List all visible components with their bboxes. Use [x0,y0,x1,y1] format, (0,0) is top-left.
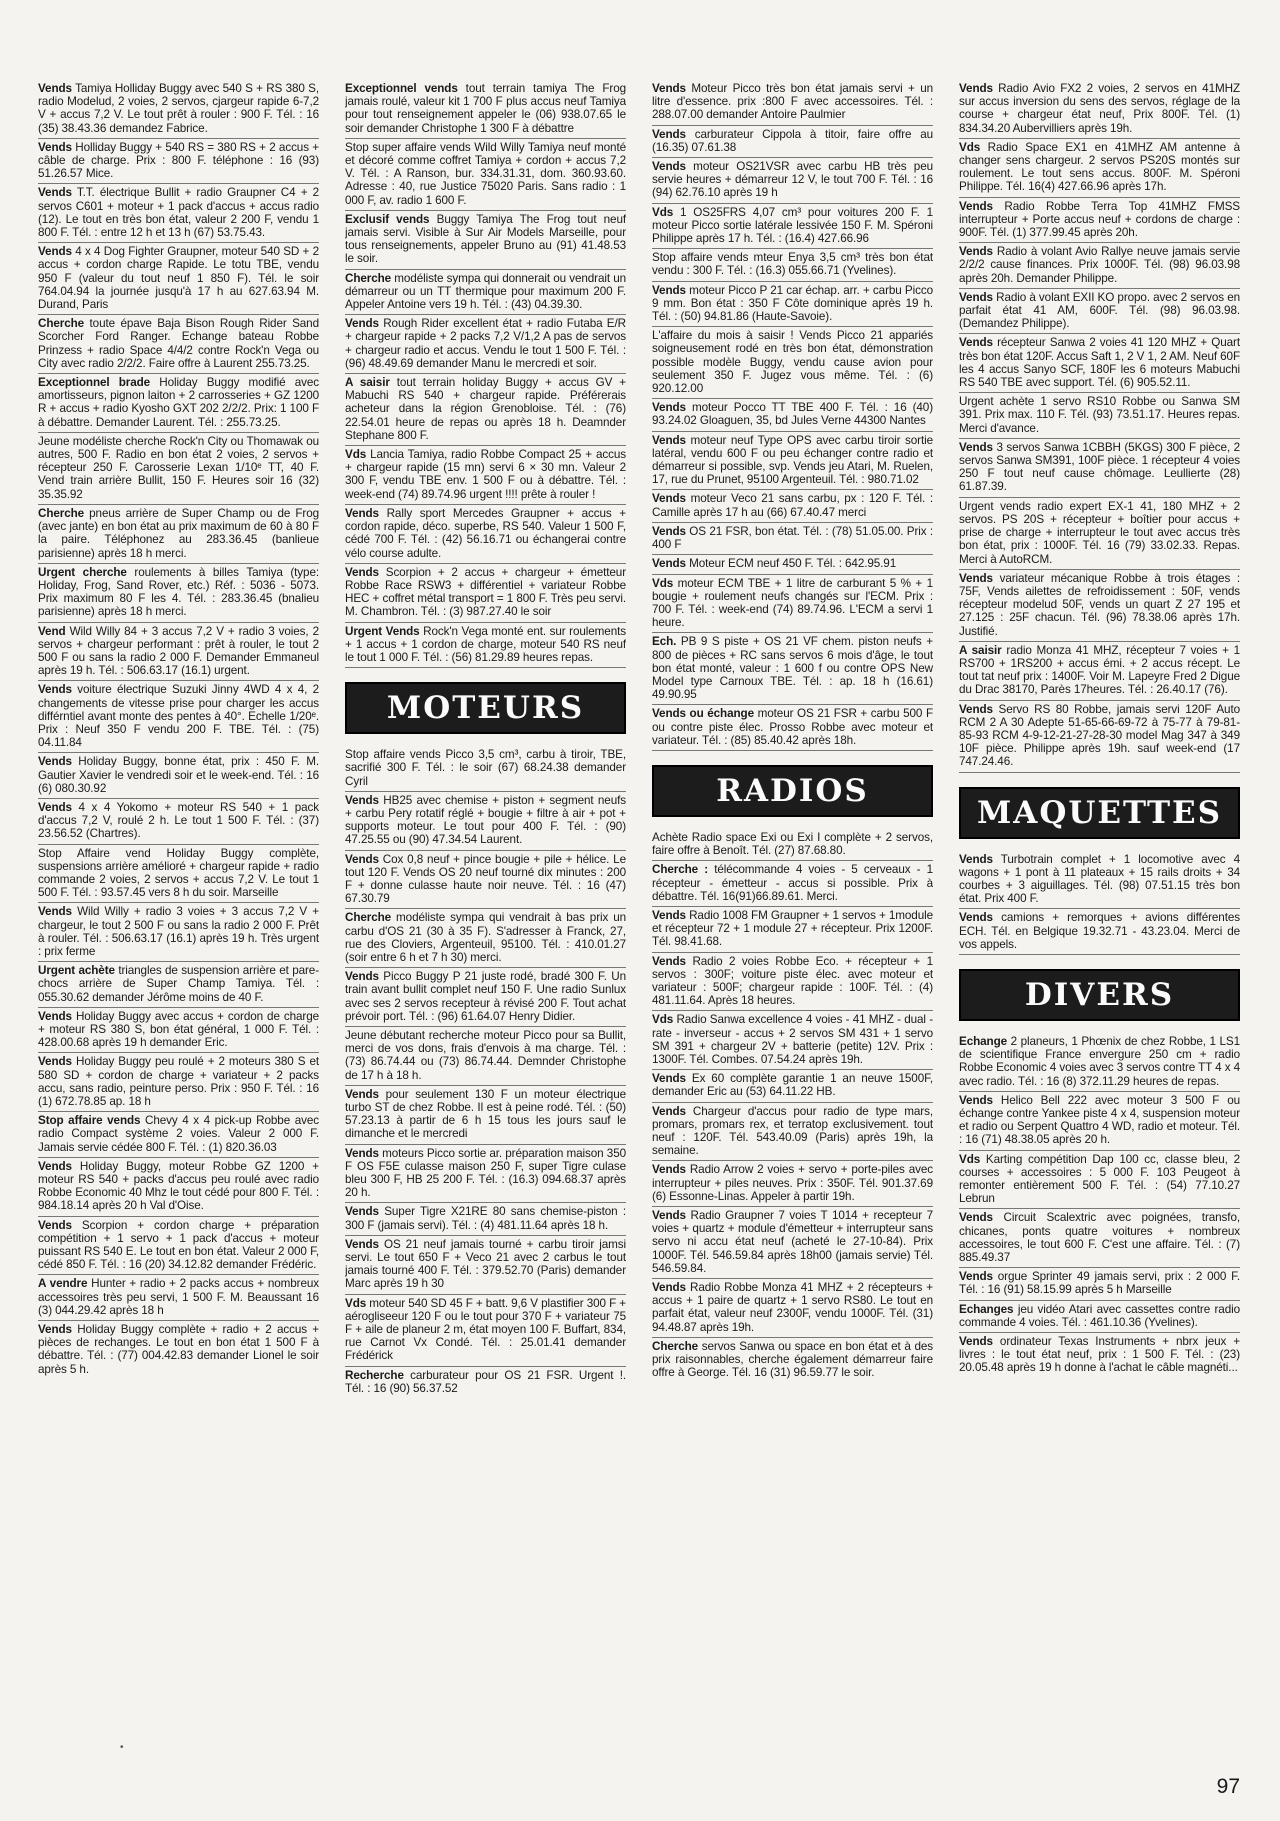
ad-lead: Vends [38,905,72,919]
ad-lead: Vends [38,1009,72,1023]
classified-ad [959,334,1240,393]
section-banner-divers [959,969,1240,1021]
page-number: 97 [1216,1775,1240,1798]
classified-ad [345,623,626,669]
classified-ad [959,498,1240,570]
classifieds-page [38,80,1242,1790]
ad-text: 1 OS25FRS 4,07 cm³ pour voitures 200 F. 1 moteur Picco sortie latérale lessivée 150 F. M. Spéroni Philippe après 17 h. Tél. : (16.4) 427.66.96 [652,205,933,246]
ad-lead: Vends [652,524,686,538]
ad-lead: Vends [652,160,686,174]
classified-ad [959,243,1240,289]
classified-ad [345,211,626,270]
ad-lead: Vends [652,908,686,922]
classified-ad [345,139,626,211]
ad-text: Buggy Tamiya The Frog tout neuf jamais servi. Visible à Sur Air Models Marseille, pour tous renseignements, appeler Bruno au (91) 41.48.53 le soir. [345,212,626,266]
classified-ad [38,1275,319,1321]
ad-text: Tamiya Holliday Buggy avec 540 S + RS 380 S, radio Modelud, 2 voies, 2 servos, cjargeur rapide 6-7,2 V + accus 7,2 V. Le tout prêt à rouler : 900 F. Tél. : 16 (35) 38.43.36 demandez Fabrice. [38,82,319,135]
ad-text: Holiday Buggy complète + radio + 2 accus + pièces de rechanges. Le tout en bon état 1 500 F à débattre. Tél. : (77) 004.42.83 demander Lionel le soir après 5 h. [38,1323,319,1376]
classified-ad [652,80,933,126]
ad-text: tout terrain holiday Buggy + accus GV + Mabuchi RS 540 + chargeur rapide. Préférerais acheteur dans la région Grenobloise. Tél. : (76) 22.54.01 heure de repas ou après 18 h. Deamnder Stephane 800 F. [345,376,626,442]
ad-lead: Vds [959,140,981,154]
ad-text: Holiday Buggy peu roulé + 2 moteurs 380 S et 580 SD + cordon de charge + variateur + 2 packs accu, sans radio, peinture perso. Prix : 950 F. Tél. : 16 (1) 672.78.85 ap. 18 h [38,1055,319,1109]
ad-lead: Vends [652,433,686,447]
classified-ad [959,439,1240,498]
classified-ad [38,845,319,904]
ad-lead: Vends [345,1205,379,1219]
classified-ad [652,1207,933,1279]
ad-lead: Cherche [345,911,392,925]
ad-lead: Vds [345,448,367,462]
ad-text: variateur mécanique Robbe à trois étages : 75F, Vends ailettes de refroidissement : 50F, vends récepteur modelud 50F, vends un quart Z 27 195 et 27.125 : 25F chacun. Tél. (96) 78.38.06 après 17h. Justifié. [959,571,1240,638]
ad-text: Stop super affaire vends Wild Willy Tamiya neuf monté et décoré comme coffret Tamiya + cordon + accus 7,2 V. Tél. : A Ranson, bur. 334.31.31, dom. 360.93.60. Adresse : 40, rue Justice 75020 Paris. Sans radio : 1 000 F, av. radio 1 600 F. [345,140,626,207]
classified-ad [959,909,1240,955]
classified-ad [345,374,626,446]
section-title: MOTEURS [386,690,585,727]
ad-text: camions + remorques + avions différentes ECH. Tél. en Belgique 19.32.71 - 43.23.04. Merci de vos appels. [959,911,1240,951]
ad-lead: Urgent cherche [38,565,127,579]
ad-text: moteur Pocco TT TBE 400 F. Tél. : 16 (40) 93.24.02 Gloaguen, 35, bd Jules Verne 44300 Nantes [652,401,933,428]
classified-ad [959,1333,1240,1378]
ad-text: Radio à volant EXII KO propo. avec 2 servos en parfait état 41 AM, 600F. Tél. (98) 96.03.98. (Demandez Philippe). [959,290,1240,331]
classified-ad [38,433,319,505]
classified-ad [652,1011,933,1070]
ad-lead: Ech. [652,635,677,649]
ad-lead: Vends [345,506,379,520]
section-title: DIVERS [1024,976,1175,1013]
classified-ad [652,1338,933,1383]
ad-lead: Stop affaire vends [38,1114,141,1128]
classified-ad [38,1112,319,1158]
classified-ad [345,505,626,564]
ad-lead: Vends [652,557,686,571]
classified-ad [652,158,933,204]
ad-text: Radio Robbe Terra Top 41MHZ FMSS interrupteur + Porte accus neuf + cordons de charge : 900F. Tél. (1) 377.99.45 après 20h. [959,199,1240,240]
classified-ad [652,575,933,634]
ad-text: Super Tigre X21RE 80 sans chemise-piston : 300 F (jamais servi). Tél. : (4) 481.11.64 après 18 h. [345,1205,626,1232]
ad-text: moteur ECM TBE + 1 litre de carburant 5 % + 1 bougie + roulement neufs changés sur l'ECM. Prix : 700 F. Tél. : week-end (74) 89.74.96. L'ECM a servi 1 heure. [652,576,933,630]
classified-ad [38,80,319,139]
ad-lead: Vends [345,852,379,866]
ad-text: ordinateur Texas Instruments + nbrx jeux + livres : le tout état neuf, prix : 1 500 F. Tél. : (23) 20.05.48 après 19 h donne à l'achat le câble magnéti... [959,1335,1240,1375]
ad-text: Hunter + radio + 2 packs accus + nombreux accessoires très peu servi, 1 500 F. M. Beaussant 16 (3) 044.29.42 après 18 h [38,1277,319,1317]
ad-lead: Vends [38,1323,72,1337]
column-2 [345,80,626,1790]
ad-lead: Vends [959,1211,993,1225]
ad-lead: Recherche [345,1368,404,1382]
classified-ad [38,1053,319,1112]
ad-text: L'affaire du mois à saisir ! Vends Picco 21 appariés soigneusement rodé en très bon état, démonstration possible modèle Buggy, vendu cause avion pour seulement 350 F. Jugez vous même. Tél. : (6) 920.12.00 [652,329,933,396]
ad-text: télécommande 4 voies - 5 cerveaux - 1 récepteur - émetteur - accus si possible. Prix à débattre. Tél. 16(91)66.89.61. Merci. [652,863,933,903]
ad-text: voiture électrique Suzuki Jinny 4WD 4 x 4, 2 changements de vitesse prise pour charger les accus différntiel avant monte des pentes à 40°. Echelle 1/20ᵉ. Prix : Neuf 350 F vendu 200 F. TBE. Tél. : (75) 04.11.84 [38,683,319,750]
classified-ad [345,315,626,374]
classified-ad [38,623,319,682]
classified-ad [959,642,1240,701]
classified-ad [652,907,933,953]
classified-ad [959,1209,1240,1268]
ad-lead: Vends [38,186,72,200]
ad-lead: Cherche : [652,863,709,877]
classified-ad [38,903,319,962]
classified-ad [345,80,626,139]
ad-text: Lancia Tamiya, radio Robbe Compact 25 + accus + chargeur rapide (15 mn) servi 6 × 30 mn. Valeur 2 300 F, vendu TBE env. 1 500 F ou à débattre. Tél. : week-end (74) 89.74.96 urgent !!!! prête à rouler ! [345,448,626,501]
ad-text: roulements à billes Tamiya (type: Holiday, Frog, Sand Rover, etc.) Réf. : 5036 - 5073. Prix maximum 80 F les 4. Tél. : 283.36.45 (bnalieu parisienne) après 18 h merci. [38,565,319,619]
classified-ad [38,1217,319,1276]
ad-lead: Vends [652,1281,686,1295]
ad-lead: Vds [959,1152,981,1166]
classified-ad [345,1145,626,1204]
ad-text: Urgent vends radio expert EX-1 41, 180 MHZ + 2 servos. PS 20S + récepteur + boîtier pour accus + prise de charge + interrupteur le tout avec accus très bon état, prix : 1000F. Tél. 16 (79) 33.02.33. Repas. Merci à AutoRCM. [959,499,1240,566]
column-4 [959,80,1240,1790]
classified-ad [38,374,319,433]
ad-lead: Vends [38,245,72,259]
ad-lead: Vends [959,336,993,350]
ad-lead: Vends [959,1270,993,1284]
classified-ad [38,799,319,845]
ad-lead: Vends [959,852,993,866]
ad-text: Ex 60 complète garantie 1 an neuve 1500F, demander Eric au (53) 64.11.22 HB. [652,1072,933,1099]
ad-text: 4 x 4 Dog Fighter Graupner, moteur 540 SD + 2 accus + cordon charge Rapide. Le totu TBE, vendu 950 F (valeur du tout neuf 1 850 F). Tél. le soir 764.04.94 la journée jusqu'à 17 h au 627.63.94 M. Durand, Paris [38,245,319,312]
ad-text: Stop affaire vends mteur Enya 3,5 cm³ très bon état vendu : 300 F. Tél. : (16.3) 055.66.71 (Yvelines). [652,251,933,278]
ad-lead: Vends [652,1104,686,1118]
ad-lead: Vds [345,1296,367,1310]
classified-ad [652,490,933,522]
ad-lead: Vend [38,624,66,638]
section-banner-maquettes [959,787,1240,839]
ad-lead: Vends ou échange [652,707,754,721]
ad-lead: Vends [959,571,993,585]
ad-lead: Cherche [652,1339,699,1353]
classified-ad [959,570,1240,642]
classified-ad [959,701,1240,773]
ad-lead: Vends [652,283,686,297]
classified-ad [38,139,319,185]
ad-text: Rally sport Mercedes Graupner + accus + cordon rapide, déco. superbe, RS 540. Valeur 1 500 F, cédé 700 F. Tél. : (42) 56.16.71 ou échangerai contre vélo course adulte. [345,506,626,560]
classified-ad [652,1161,933,1207]
ad-lead: A saisir [345,376,390,390]
classified-ad [345,446,626,505]
ad-lead: Vends [959,199,993,213]
ad-lead: Vds [652,576,674,590]
ad-text: Jeune modéliste cherche Rock'n City ou Thomawak ou autres, 500 F. Radio en bon état 2 voies, 2 servos + récepteur 250 F. Carosserie Lexan 1/10ᵉ TT, 40 F. Vend train arrière Bullit, 150 F. Heures soir 16 (32) 35.35.92 [38,434,319,501]
classified-ad [38,505,319,564]
ad-text: Stop affaire vends Picco 3,5 cm³, carbu à tiroir, TBE, sacrifié 300 F. Tél. : le soir (67) 68.24.38 demander Cyril [345,748,626,788]
ad-lead: Vends [345,970,379,984]
ad-lead: A vendre [38,1277,88,1291]
classified-ad [345,792,626,851]
classified-ad [959,289,1240,335]
classified-ad [38,243,319,315]
ad-lead: Vends [652,1072,686,1086]
classified-ad [345,1295,626,1367]
ad-text: 4 x 4 Yokomo + moteur RS 540 + 1 pack d'accus 7,2 V, roulé 2 h. Le tout 1 500 F. Tél. : (37) 23.56.52 (Chartres). [38,800,319,841]
ad-lead: Vends [959,1093,993,1107]
ad-lead: Vends [38,1218,72,1232]
classified-ad [652,249,933,281]
classified-ad [652,1279,933,1338]
ad-lead: Vends [38,82,72,95]
classified-ad [38,1158,319,1217]
ad-lead: Vends [652,401,686,415]
ad-lead: Vends [38,800,72,814]
ad-text: Scorpion + 2 accus + chargeur + émetteur Robbe Race RSW3 + différentiel + variateur Robbe HEC + coffret métal transport = 1 800 F. Très peu servi. M. Chambron. Tél. : (3) 987.27.40 le soir [345,565,626,619]
ad-lead: Vends [959,702,993,716]
ad-text: moteur Picco P 21 car échap. arr. + carbu Picco 9 mm. Bon état : 350 F Côte dominique après 19 h. Tél. : (50) 94.81.86 (Haute-Savoie). [652,283,933,324]
ad-text: Holiday Buggy avec accus + cordon de charge + moteur RS 380 S, bon état général, 1 000 F. Tél. : 428.00.68 après 19 h demander Eric. [38,1009,319,1050]
classified-ad [38,564,319,623]
ad-lead: Vends [959,911,993,925]
classified-ad [959,851,1240,910]
classified-ad [38,962,319,1008]
ad-lead: Vends [959,290,993,304]
ad-text: pour seulement 130 F un moteur électrique turbo ST de chez Robbe. Il est à peine rodé. Tél. : (50) 57.23.13 à partir de 6 h 15 tous les jours sauf le dimanche et le mercredi [345,1087,626,1141]
ad-lead: Vends [652,1209,686,1223]
ad-lead: Cherche [345,271,392,285]
ad-text: moteur OS 21 FSR + carbu 500 F ou contre piste élec. Prosso Robbe avec moteur et variateur. Tél. : (85) 85.40.42 après 18h. [652,707,933,747]
ad-text: Radio Avio FX2 2 voies, 2 servos en 41MHZ sur accus inversion du sens des servos, réglage de la course + chargeur état neuf, Prix 800F. Tél. (1) 834.34.20 Aubervilliers après 19h. [959,82,1240,135]
ad-text: Cox 0,8 neuf + pince bougie + pile + hélice. Le tout 120 F. Vends OS 20 neuf tourné dix minutes : 200 F + donne culasse haute noir neuve. Tél. : 16 (47) 67.30.79 [345,852,626,906]
ad-lead: Vends [652,82,686,95]
ad-text: Moteur ECM neuf 450 F. Tél. : 642.95.91 [685,557,897,571]
ad-text: radio Monza 41 MHZ, récepteur 7 voies + 1 RS700 + 1RS200 + accus émi. + 2 accus récept. Le tout tat neuf prix : 1400F. Voir M. Lapeyre Fred 2 Digue du Drac 38170, Parès 17heures. Tél. : 26.40.17 (76). [959,643,1240,697]
ad-text: Radio 1008 FM Graupner + 1 servos + 1module et récepteur 72 + 1 module 27 + récepteur. Prix 1200F. Tél. 98.41.68. [652,908,933,949]
ad-lead: Cherche [38,317,85,331]
classified-ad [959,1033,1240,1092]
ad-text: Moteur Picco très bon état jamais servi + un litre d'essence. prix :800 F avec accessoires. Tél. : 288.07.00 demander Antoire Paulmier [652,82,933,122]
ad-lead: Vds [652,205,674,219]
ad-lead: Exceptionnel brade [38,376,151,390]
classified-ad [38,753,319,799]
ad-text: toute épave Baja Bison Rough Rider Sand Scorcher Ford Ranger. Echange bateau Robbe Prinzess + radio Space 4/4/2 contre Rock'n Vega ou City avec radio 2/2/2. Faire offre à Laurent 255.73.25. [38,317,319,370]
ad-lead: Vends [38,755,72,769]
ad-text: servos Sanwa ou space en bon état et à des prix raisonnables, cherche également démarreur faire offre à George. Tél. 16 (31) 96.59.77 le soir. [652,1339,933,1380]
classified-ad [38,681,319,753]
classified-ad [652,1070,933,1102]
ad-lead: Vends [345,1237,379,1251]
classified-ad [959,1151,1240,1210]
ad-lead: Vends [652,492,686,506]
ad-text: Rock'n Vega monté ent. sur roulements + 1 accus + 1 cordon de charge, moteur 540 RS neuf le tout 1 000 F. Tél. : (56) 81.29.89 heures repas. [345,624,626,664]
classified-ad [652,555,933,574]
ad-text: carburateur pour OS 21 FSR. Urgent !. Tél. : 16 (90) 56.37.52 [345,1368,626,1395]
ad-lead: Echange [959,1034,1008,1048]
classified-ad [38,184,319,243]
ad-text: OS 21 neuf jamais tourné + carbu tiroir jamsi servi. Le tout 650 F + Veco 21 avec 2 carbus le tout jamais tourné 400 F. Tél. : 379.52.70 (Paris) demander Marc après 19 h 30 [345,1237,626,1291]
ad-text: Picco Buggy P 21 juste rodé, bradé 300 F. Un train avant bullit complet neuf 150 F. Une radio Sunlux avec ses 2 servos recepteur à révisé 200 F. Tout achat prévoir port. Tél. : (96) 61.64.07 Henry Didier. [345,970,626,1023]
column-3 [652,80,933,1790]
classified-ad [652,1103,933,1162]
ad-text: Rough Rider excellent état + radio Futaba E/R + chargeur rapide + 2 packs 7,2 V/1,2 A pas de servos + chargeur radio et accus. Vendu le tout 1 500 F. Tél. : (96) 48.49.69 demander Manu le mercredi et soir. [345,317,626,370]
ad-text: pneus arrière de Super Champ ou de Frog (avec jante) en bon état au prix maximum de 60 à 80 F la paire. Téléphonez au 283.36.45 (banlieue parisienne) après 18 h merci. [38,506,319,560]
classified-ad [652,523,933,555]
ad-lead: Urgent Vends [345,624,420,638]
ad-text: Karting compétition Dap 100 cc, classe bleu, 2 courses + accessoires : 5 000 F. 103 Peugeot à remonter entièrement 500 F. Tél. : (54) 77.10.27 Lebrun [959,1152,1240,1206]
section-banner-moteurs [345,682,626,734]
ad-text: Stop Affaire vend Holiday Buggy complète, suspensions arrière amélioré + chargeur rapide + radio commande 2 voies, 2 servos + accus 7,2 V. Le tout 1 500 F. Tél. : 93.57.45 vers 8 h du soir. Marseille [38,846,319,900]
ad-lead: Vends [652,954,686,968]
ad-text: Radio Sanwa excellence 4 voies - 41 MHZ - dual - rate - inverseur - accus + 2 servos SM 431 + 1 servo SM 391 + chargeur 2V + batterie (petite) 12V. Prix : 1300F. Tél. Combes. 07.54.24 après 19h. [652,1013,933,1066]
classified-ad [652,432,933,491]
ad-text: Chevy 4 x 4 pick-up Robbe avec radio Compact système 2 voies. Valeur 2 000 F. Jamais servie cédée 800 F. Tél. : (1) 820.36.03 [38,1114,319,1154]
classified-ad [345,1027,626,1086]
classified-ad [345,564,626,623]
ad-lead: Vends [652,1163,686,1177]
ad-text: Achète Radio space Exi ou Exi I complète + 2 servos, faire offre à Benoît. Tél. (27) 87.68.80. [652,830,933,858]
ad-text: OS 21 FSR, bon état. Tél. : (78) 51.05.00. Prix : 400 F [652,524,933,552]
ad-lead: Vends [959,1335,993,1349]
section-banner-radios [652,765,933,817]
ad-lead: Vends [38,683,72,697]
ad-text: Radio Graupner 7 voies T 1014 + recepteur 7 voies + quartz + module d'émetteur + interrupteur sans servo ni accu état neuf (acheté le 27-10-84). Prix 1000F. Tél. 546.59.84 après 18h00 (jamais servie) Tél. 546.59.84. [652,1209,933,1275]
ad-lead: Vends [959,440,993,454]
ad-lead: Vends [345,793,379,807]
classified-ad [959,393,1240,439]
stray-mark: • [120,1742,124,1753]
ad-text: moteur 540 SD 45 F + batt. 9,6 V plastifier 300 F + aérogliseeur 120 F ou le tout pour 370 F + variateur 75 F + aile de planeur 2 m, état moyen 100 F. Buffart, 834, rue Carnot Vx Condé. Tél. : 25.01.41 demander Frédérick [345,1296,626,1363]
ad-text: moteur neuf Type OPS avec carbu tiroir sortie latéral, vendu 600 F ou peu échanger contre radio et démarreur si possible, svp. Vends jeu Atari, M. Ruelen, 17, rue du Prunet, 95100 Argenteuil. Tél. : 980.71.02 [652,433,933,487]
ad-text: Wild Willy 84 + 3 accus 7,2 V + radio 3 voies, 2 servos + chargeur performant : prêt à rouler, le tout 2 500 F ou sans la radio 2 000 F. Demander Emmaneul après 19 h. Tél. : 506.63.17 (16.1) urgent. [38,624,319,678]
classified-ad [652,204,933,250]
ad-lead: Vends [38,1055,72,1069]
classified-ad [652,282,933,328]
ad-text: moteurs Picco sortie ar. préparation maison 350 F OS F5E culasse maison 250 F, super Tigre culase bleu 300 F, HB 25 200 F. Tél. : (16.3) 094.68.37 après 20 h. [345,1146,626,1200]
classified-ad [345,968,626,1027]
ad-text: Holliday Buggy + 540 RS = 380 RS + 2 accus + câble de charge. Prix : 800 F. téléphone : 16 (93) 51.26.57 Mice. [38,140,319,181]
ad-text: Servo RS 80 Robbe, jamais servi 120F Auto RCM 2 A 30 Adepte 51-65-66-69-72 à 75-77 à 79-81-85-93 RCM 4-9-12-21-27-28-30 model Mag 347 à 349 10F pièce. Philippe après 19h. sauf week-end (17 747.24.46. [959,702,1240,769]
ad-text: modéliste sympa qui donnerait ou vendrait un démarreur ou un TT thermique pour maximum 200 F. Appeler Antoine vers 19 h. Tél. : (43) 04.39.30. [345,271,626,312]
ad-text: Holiday Buggy modifié avec amortisseurs, pignon laiton + 2 carrosseries + GZ 1200 R + accus + radio Kyosho GXT 202 2/2/2. Prix: 1 100 F à débattre. Demander Laurent. Tél. : 255.73.25. [38,376,319,429]
classified-ad [38,315,319,374]
ad-lead: Vends [652,127,686,141]
classified-ad [959,1092,1240,1151]
ad-text: Jeune débutant recherche moteur Picco pour sa Bullit, merci de vos dons, frais d'envois à ma charge. Tél. : (73) 86.74.44 ou (73) 86.74.44. Demnder Christophe de 17 h à 18 h. [345,1028,626,1082]
classified-ad [959,198,1240,244]
classified-ad [959,1268,1240,1300]
classified-ad [652,327,933,399]
classified-ad [38,1321,319,1379]
section-title: RADIOS [716,772,869,809]
ad-text: Radio Robbe Monza 41 MHZ + 2 récepteurs + accus + 1 paire de quartz + 1 servo RS80. Le tout en parfait état, valeur neuf 2300F, vendu 1000F. Tél. (31) 94.48.87 après 19h. [652,1281,933,1334]
section-title: MAQUETTES [976,794,1223,831]
ad-text: Urgent achète 1 servo RS10 Robbe ou Sanwa SM 391. Prix max. 110 F. Tél. (93) 73.51.17. Heures repas. Merci d'avance. [959,395,1240,435]
ad-lead: Vends [959,82,993,95]
classified-ad [652,126,933,158]
ad-text: moteur OS21VSR avec carbu HB très peu servie heures + démarreur 12 V, le tout 700 F. Tél. : 16 (94) 62.76.10 après 19 h [652,160,933,200]
ad-text: T.T. électrique Bullit + radio Graupner C4 + 2 servos C601 + moteur + 1 pack d'accus + accus radio (12). Le tout en très bon état, valeur 2 200 F, vendu 1 800 F. Tél. : entre 12 h et 13 h (67) 53.75.43. [38,186,319,240]
ad-text: triangles de suspension arrière et pare-chocs arrière de Super Champ Tamiya. Tél. : 055.30.62 demander Jérôme moins de 40 F. [38,964,319,1004]
ad-lead: Exceptionnel vends [345,82,458,95]
ad-text: Circuit Scalextric avec poignées, transfo, chicanes, ponts quatre voitures + nombreux accessoires, le tout 600 F. C'est une affaire. Tél. : (7) 885.49.37 [959,1211,1240,1265]
classified-ad [38,1008,319,1054]
ad-text: récepteur Sanwa 2 voies 41 120 MHZ + Quart très bon état 120F. Accus Saft 1, 2 V 1, 2 AM. Neuf 60F les 4 accus Sanyo SCF, 180F les 6 moteurs Mabuchi RS 540 TBE avec support. Tél. (6) 905.52.11. [959,336,1240,390]
classified-ad [345,909,626,968]
classified-ad [959,1301,1240,1333]
classified-ad [345,746,626,792]
ad-text: jeu vidéo Atari avec cassettes contre radio commande 4 voies. Tél. : 461.10.36 (Yvelines). [959,1302,1240,1329]
classified-ad [345,270,626,316]
ad-text: PB 9 S piste + OS 21 VF chem. piston neufs + 800 de pièces + RC sans servos 6 mois d'âge, le tout bon état monté, valeur : 1 600 f ou contre OPS New Model type Carnoux TBE. Tél. : ap. 18 h (16.61) 49.90.95 [652,635,933,702]
classified-ad [345,851,626,910]
ad-text: tout terrain tamiya The Frog jamais roulé, valeur kit 1 700 F plus accus neuf Tamiya pour tout renseignement appeler le (06) 938.07.65 le soir demander Christophe 1 300 F à débattre [345,82,626,135]
ad-text: modéliste sympa qui vendrait à bas prix un carbu d'OS 21 (30 à 35 F). S'adresser à Franck, 27, rue des Cloviers, Argenteuil, 95100. Tél. : 410.01.27 (soir entre 6 h et 7 h 30) merci. [345,911,626,964]
classified-ad [652,861,933,907]
ad-text: moteur Veco 21 sans carbu, px : 120 F. Tél. : Camille après 17 h au (66) 67.40.47 merci [652,492,933,519]
classified-ad [652,953,933,1012]
ad-lead: Vends [345,1146,379,1160]
ad-lead: A saisir [959,643,1002,657]
ad-text: Wild Willy + radio 3 voies + 3 accus 7,2 V + chargeur, le tout 2 500 F ou sans la radio 2 000 F. Prêt à rouler. Tél. : 506.63.17 (16.1) après 19 h. Très urgent : prix ferme [38,905,319,958]
ad-lead: Vends [38,1159,72,1173]
ad-text: HB25 avec chemise + piston + segment neufs + carbu Pery rotatif réglé + bougie + filtre à air + pot + supports moteur. Le tout pour 400 F. Tél. : (90) 47.25.55 ou (90) 47.34.54 Laurent. [345,793,626,847]
ad-text: Helico Bell 222 avec moteur 3 500 F ou échange contre Yankee piste 4 x 4, suspension moteur et radio ou Serpent Quattro 4 WD, radio et moteur. Tél. : 16 (71) 48.38.05 après 20 h. [959,1093,1240,1147]
ad-lead: Cherche [38,506,85,520]
ad-lead: Vends [345,317,379,331]
ad-text: Turbotrain complet + 1 locomotive avec 4 wagons + 1 pont à 11 plateaux + 15 rails droits + 34 courbes + 3 aiguillages. Tél. (98) 07.51.15 très bon état. Prix 400 F. [959,852,1240,906]
classified-ad [345,1236,626,1295]
ad-text: orgue Sprinter 49 jamais servi, prix : 2 000 F. Tél. : 16 (91) 58.15.99 après 5 h Marseille [959,1270,1240,1297]
ad-text: Radio 2 voies Robbe Eco. + récepteur + 1 servos : 300F; voiture piste élec. avec moteur et variateur : 500F; chargeur rapide : 100F. Tél. : (4) 481.11.64. Après 18 heures. [652,954,933,1008]
classified-ad [959,139,1240,198]
ad-text: carburateur Cippola à titoir, faire offre au (16.35) 07.61.38 [652,127,933,154]
ad-text: Holiday Buggy, bonne état, prix : 450 F. M. Gautier Xavier le vendredi soir et le week-end. Tél. : 16 (6) 080.30.92 [38,755,319,795]
ad-lead: Urgent achète [38,964,115,978]
ad-text: 3 servos Sanwa 1CBBH (5KGS) 300 F pièce, 2 servos Sanwa SM391, 100F pièce. 1 récepteur 4 voies 250 F tout neuf cause chômage. Leullierte (28) 61.87.39. [959,440,1240,494]
classified-ad [652,399,933,431]
ad-text: 2 planeurs, 1 Phœnix de chez Robbe, 1 LS1 de scientifique France envergure 250 cm + radio Robbe Economic 4 voies avec 3 servos contre TT 4 x 4 avec radio. Tél. : 16 (8) 372.11.29 heures de repas. [959,1034,1240,1088]
ad-text: Holiday Buggy, moteur Robbe GZ 1200 + moteur RS 540 + packs d'accus peu roulé avec radio Robbe Economic 40 Mhz le tout cédé pour 800 F. Tél. : 984.18.14 après 20 h Val d'Oise. [38,1159,319,1213]
classified-ad [345,1367,626,1398]
ad-lead: Exclusif vends [345,212,430,226]
classified-ad [345,1203,626,1235]
ad-lead: Vds [652,1013,674,1027]
ad-text: Scorpion + cordon charge + préparation compétition + 1 servo + 1 pack d'accus + moteur puissant RS 540 E. Le tout en bon état. Valeur 2 000 F, cédé 850 F. Tél. : 16 (20) 34.12.82 demander Frédéric. [38,1218,319,1272]
ad-lead: Vends [345,565,379,579]
ad-lead: Vends [38,140,72,154]
classified-ad [652,633,933,705]
classified-ad [959,80,1240,139]
ad-text: Radio Space EX1 en 41MHZ AM antenne à changer sens chargeur. 2 servos PS20S montés sur roulement. Le tout sens accus. 800F. M. Spéroni Philippe. Tél. 16(4) 427.66.96 après 17h. [959,140,1240,194]
ad-text: Chargeur d'accus pour radio de type mars, promars, promars rex, et terratop exclusivement. tout neuf : 120F. Tél. 543.40.09 (Paris) après 19h, la semaine. [652,1104,933,1158]
classified-ad [652,829,933,861]
classified-ad [345,1086,626,1145]
classified-ad [652,705,933,751]
ad-lead: Echanges [959,1302,1014,1316]
column-1 [38,80,319,1790]
ad-lead: Vends [959,245,993,259]
ad-text: Radio Arrow 2 voies + servo + porte-piles avec interrupteur + piles neuves. Prix : 350F. Tél. 901.37.69 (6) Essonne-Linas. Appeler à partir 19h. [652,1163,933,1203]
ad-text: Radio à volant Avio Rallye neuve jamais servie 2/2/2 cause finances. Prix 1000F. Tél. (98) 96.03.98 après 20h. Demander Philippe. [959,245,1240,285]
ad-lead: Vends [345,1087,379,1101]
